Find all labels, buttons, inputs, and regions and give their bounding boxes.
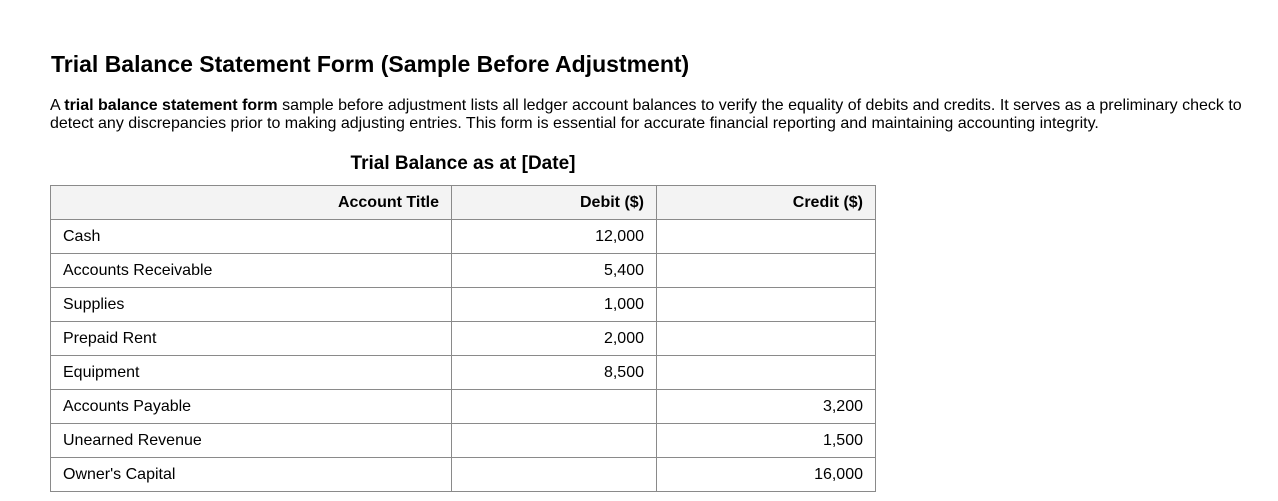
credit-cell: 1,500 xyxy=(657,424,876,458)
table-header-row xyxy=(51,186,876,220)
account-title-cell: Prepaid Rent xyxy=(51,322,452,356)
trial-balance-table xyxy=(50,185,876,492)
credit-cell xyxy=(657,220,876,254)
page-title: Trial Balance Statement Form (Sample Before Adjustment) xyxy=(51,51,690,77)
header-debit: Debit ($) xyxy=(452,186,657,220)
account-title-cell: Cash xyxy=(51,220,452,254)
debit-cell xyxy=(452,458,657,492)
account-title-cell: Accounts Payable xyxy=(51,390,452,424)
table-row xyxy=(51,288,876,322)
debit-cell: 1,000 xyxy=(452,288,657,322)
intro-bold-term: trial balance statement form xyxy=(64,97,278,114)
debit-cell xyxy=(452,390,657,424)
table-row xyxy=(51,458,876,492)
table-row xyxy=(51,424,876,458)
table-row xyxy=(51,390,876,424)
credit-cell: 16,000 xyxy=(657,458,876,492)
table-row xyxy=(51,254,876,288)
header-credit: Credit ($) xyxy=(657,186,876,220)
debit-cell: 8,500 xyxy=(452,356,657,390)
intro-prefix: A xyxy=(50,97,65,114)
table-caption: Trial Balance as at [Date] xyxy=(350,153,576,174)
account-title-cell: Supplies xyxy=(51,288,452,322)
debit-cell xyxy=(452,424,657,458)
header-account-title: Account Title xyxy=(51,186,452,220)
debit-cell: 12,000 xyxy=(452,220,657,254)
account-title-cell: Accounts Receivable xyxy=(51,254,452,288)
account-title-cell: Equipment xyxy=(51,356,452,390)
credit-cell: 3,200 xyxy=(657,390,876,424)
credit-cell xyxy=(657,288,876,322)
table-row xyxy=(51,356,876,390)
debit-cell: 5,400 xyxy=(452,254,657,288)
credit-cell xyxy=(657,254,876,288)
debit-cell: 2,000 xyxy=(452,322,657,356)
credit-cell xyxy=(657,356,876,390)
table-row xyxy=(51,322,876,356)
intro-paragraph xyxy=(50,97,1245,133)
credit-cell xyxy=(657,322,876,356)
table-row xyxy=(51,220,876,254)
account-title-cell: Unearned Revenue xyxy=(51,424,452,458)
account-title-cell: Owner's Capital xyxy=(51,458,452,492)
intro-text: sample before adjustment lists all ledger account balances to verify the equality of debits and credits. It serves as a preliminary check to detect any discrepancies prior to making adjusting entries. This form is essential for accurate financial reporting and maintaining accounting integrity. xyxy=(50,97,1242,132)
